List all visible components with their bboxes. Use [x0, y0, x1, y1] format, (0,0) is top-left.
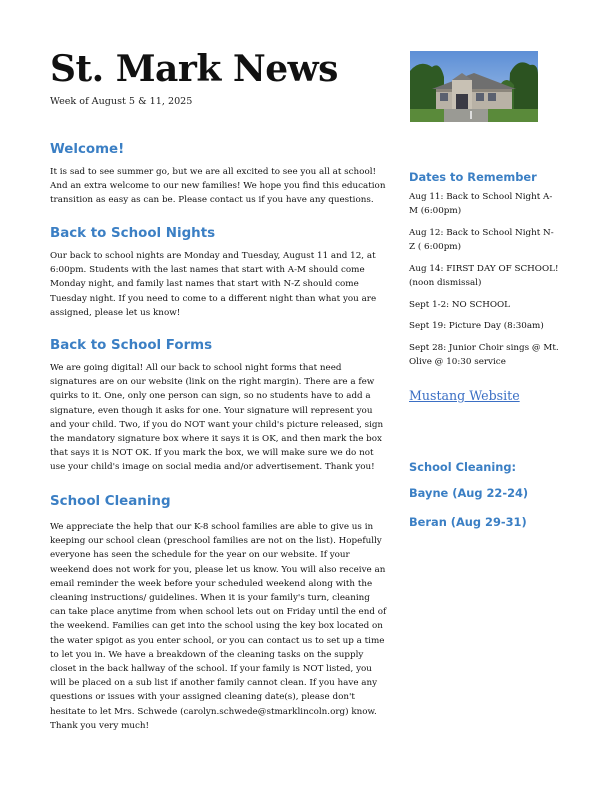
welcome-body: It is sad to see summer go, but we are all excited to see you all at school! And an extra welcome to our new families! We hope you find this education transition as easy as can be. Please contact us if you have any questions. — [50, 167, 386, 206]
cleaning-schedule-item: Beran (Aug 29-31) — [409, 515, 527, 529]
date-item: Aug 11: Back to School Night A-M (6:00pm) — [409, 192, 553, 217]
date-item: Sept 19: Picture Day (8:30am) — [409, 321, 544, 332]
school-nights-heading: Back to School Nights — [50, 226, 216, 241]
church-photo — [410, 51, 538, 122]
masthead — [50, 46, 338, 107]
church-photo-image — [410, 51, 538, 122]
school-nights-body: Our back to school nights are Monday and Tuesday, August 11 and 12, at 6:00pm. Students with the last names that start with A-M should come Monday night, and family last names that start with N-Z should come Tuesday night. If you need to come to a different night than what you are assigned, please let us know! — [50, 251, 377, 318]
week-date: Week of August 5 & 11, 2025 — [50, 96, 193, 107]
school-forms-body: We are going digital! All our back to school night forms that need signatures are on our website (link on the right margin). There are a few quirks to it. One, only one person can sign, so no students have to add a signature, even though it asks for one. Your signature will represent you and your child. Two, if you do NOT want your child's picture released, sign the mandatory signature box where it says it is OK, and then mark the box that says it is NOT OK. If you mark the box, we will make sure we do not use your child's image on social media and/or advertisement. Thank you! — [50, 363, 384, 473]
dates-heading: Dates to Remember — [409, 170, 537, 184]
dates-list — [409, 190, 559, 377]
date-item: Aug 14: FIRST DAY OF SCHOOL! (noon dismissal) — [409, 263, 559, 289]
mustang-website-link[interactable]: Mustang Website — [409, 388, 520, 403]
welcome-heading: Welcome! — [50, 142, 125, 157]
cleaning-schedule-heading: School Cleaning: — [409, 460, 517, 474]
school-cleaning-body: We appreciate the help that our K-8 school families are able to give us in keeping our school clean (preschool families are not on the list). Hopefully everyone has seen the schedule for the year on our website. If your weekend does not work for you, please let us know. You will also receive an email reminder the week before your scheduled weekend along with the cleaning instructions/ guidelines. When it is your family's turn, cleaning can take place anytime from when school lets out on Friday until the end of the weekend. Families can get into the school using the key box located on the water spigot as you enter school, or you can contact us to set up a time to let you in. We have a breakdown of the cleaning tasks on the supply closet in the back hallway of the school. If your family is NOT listed, you will be placed on a sub list if another family cannot clean. If you have any questions or issues with your assigned cleaning date(s), please don't hesitate to let Mrs. Schwede (carolyn.schwede@stmarklincoln.org) know. Thank you very much! — [50, 522, 387, 731]
sidebar — [409, 168, 559, 529]
school-forms-heading: Back to School Forms — [50, 338, 213, 353]
date-item: Sept 28: Junior Choir sings @ Mt. Olive @ 10:30 service — [409, 343, 559, 368]
cleaning-schedule-item: Bayne (Aug 22-24) — [409, 486, 529, 500]
date-item: Aug 12: Back to School Night N-Z ( 6:00pm) — [409, 227, 554, 253]
newsletter-title: St. Mark News — [50, 48, 338, 90]
date-item: Sept 1-2: NO SCHOOL — [409, 299, 510, 310]
school-cleaning-heading: School Cleaning — [50, 494, 171, 509]
